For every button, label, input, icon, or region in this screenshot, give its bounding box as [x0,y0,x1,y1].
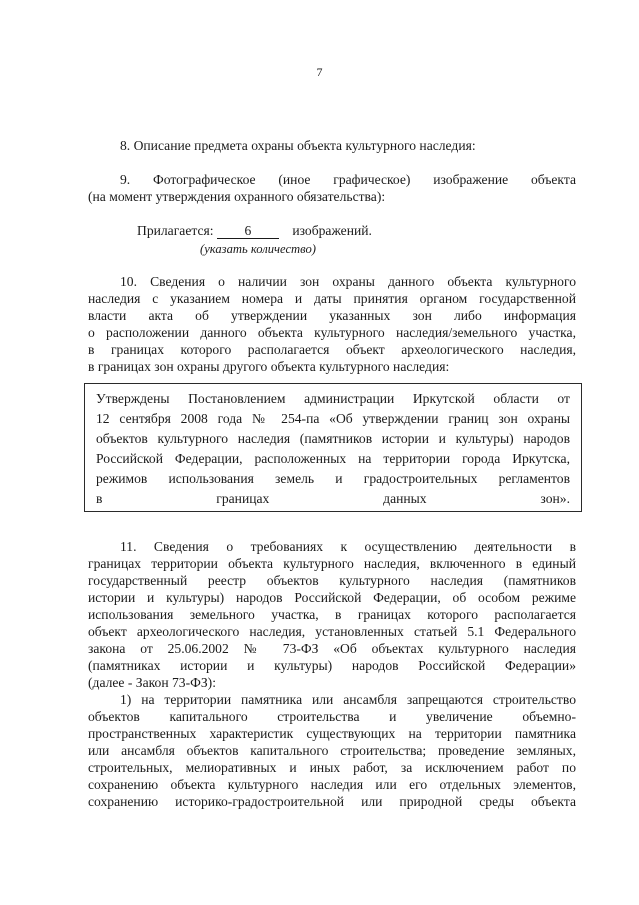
section-11-line: (далее - Закон 73-ФЗ): [88,675,216,690]
item-1-line: строительных, мелиоративных и иных работ, за исключением работ по [88,760,576,775]
section-11-line: закона от 25.06.2002 № 73-ФЗ «Об объектах культурного наследия [88,641,576,656]
section-10-line: в границах зон охраны другого объекта культурного наследия: [88,359,450,374]
zone-box-line: объектов культурного наследия (памятников истории и культуры) народов [96,431,570,446]
item-1-line: пространственных характеристик существующих на территории памятника [88,726,576,741]
attachment-suffix: изображений. [292,223,372,238]
section-10-line: в границах которого располагается объект археологического наследия, [88,342,576,357]
section-9-line-2: (на момент утверждения охранного обязательства): [88,189,386,204]
zone-box-line: Российской Федерации, расположенных на территории города Иркутска, [96,451,570,466]
section-11-line: использования земельного участка, в границах которого располагается [88,607,576,622]
item-1-line: объектов капитального строительства и увеличение объемно- [88,709,576,724]
item-1-line: или ансамбля объектов капитального строительства; проведение земляных, [88,743,576,758]
page-number: 7 [316,65,323,79]
attachment-note: (указать количество) [200,242,316,256]
attachment-line [137,222,372,240]
section-10-line: о расположении данного объекта культурного наследия/земельного участка, [88,325,576,340]
attachment-prefix: Прилагается: [137,223,214,238]
zone-info-box [84,383,582,512]
section-8-heading: 8. Описание предмета охраны объекта культурного наследия: [120,138,476,153]
section-10-line: власти акта об утверждении указанных зон либо информация [88,308,576,323]
item-1-line: сохранению историко-градостроительной или природной среды объекта [88,794,576,809]
section-9-line-1: 9. Фотографическое (иное графическое) изображение объекта [120,172,576,187]
item-1-line: 1) на территории памятника или ансамбля запрещаются строительство [120,692,576,707]
attachment-count: 6 [217,223,279,239]
section-10-line: наследия с указанием номера и даты принятия органом государственной [88,291,576,306]
zone-box-line: режимов использования земель и градостроительных регламентов [96,471,570,486]
section-11-line: истории и культуры) народов Российской Федерации, об особом режиме [88,590,576,605]
section-11-line: 11. Сведения о требованиях к осуществлению деятельности в [120,539,576,554]
section-11-line: объект археологического наследия, установленных статьей 5.1 Федерального [88,624,576,639]
zone-box-line: в границах данных зон». [96,491,570,506]
zone-box-line: Утверждены Постановлением администрации Иркутской области от [96,391,570,406]
section-11-line: (памятниках истории и культуры) народов Российской Федерации» [88,658,576,673]
item-1-line: сохранению объекта культурного наследия или его отдельных элементов, [88,777,576,792]
zone-box-line: 12 сентября 2008 года № 254-па «Об утверждении границ зон охраны [96,411,570,426]
section-11-line: государственный реестр объектов культурного наследия (памятников [88,573,576,588]
section-10-line: 10. Сведения о наличии зон охраны данного объекта культурного [120,274,576,289]
section-11-line: границах территории объекта культурного наследия, включенного в единый [88,556,576,571]
